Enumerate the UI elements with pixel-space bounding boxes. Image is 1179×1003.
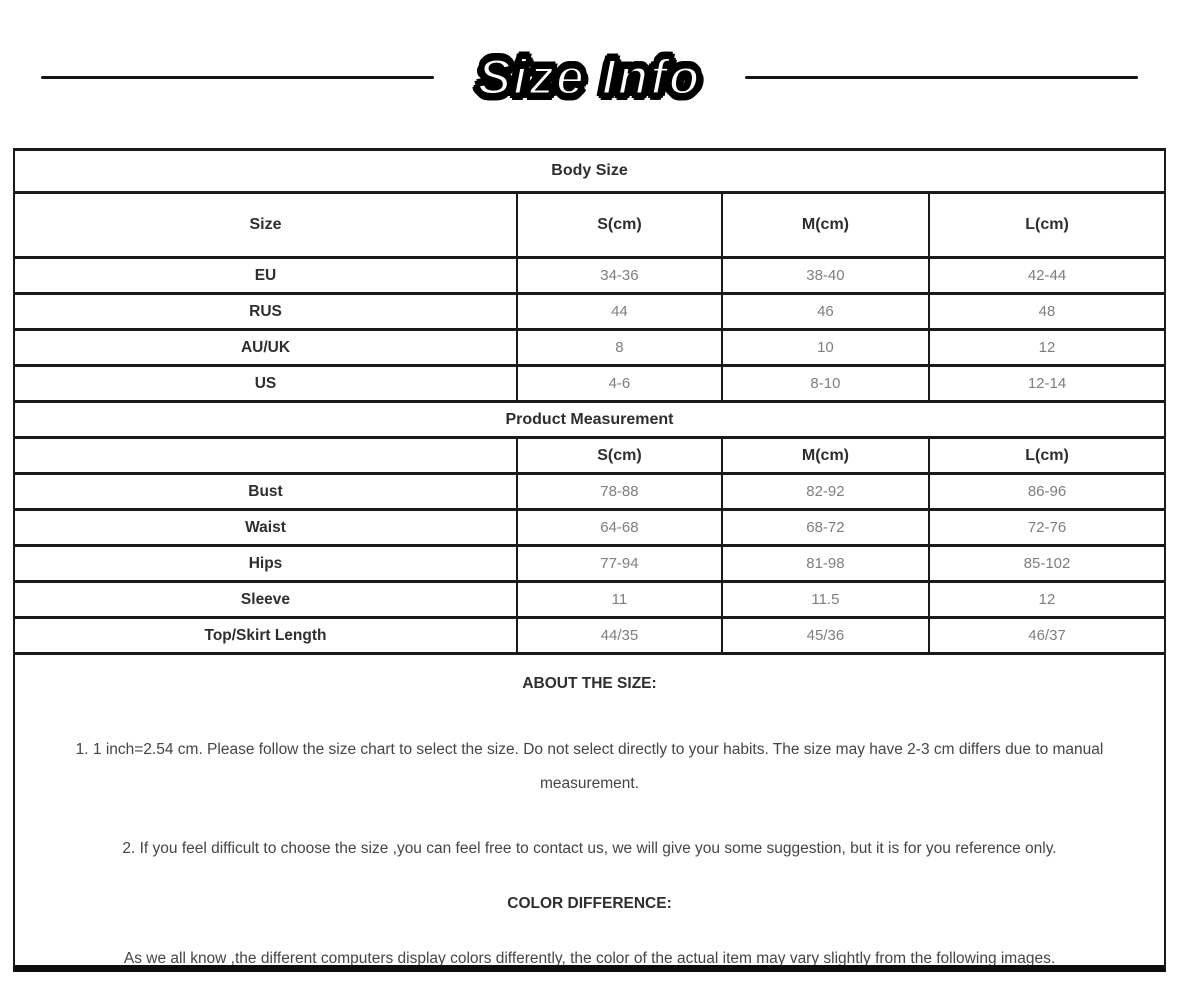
cell-value: 46	[722, 294, 929, 330]
title-rule-left	[41, 76, 434, 79]
row-label: US	[14, 366, 517, 402]
body-size-section-title: Body Size	[14, 150, 1165, 193]
color-difference-heading: COLOR DIFFERENCE:	[507, 895, 672, 912]
column-header-l: L(cm)	[929, 193, 1165, 258]
column-header-size: Size	[14, 193, 517, 258]
page-title: Size Info	[477, 49, 702, 105]
cell-value: 77-94	[517, 546, 722, 582]
cell-value: 72-76	[929, 510, 1165, 546]
column-header-s: S(cm)	[517, 438, 722, 474]
cell-value: 4-6	[517, 366, 722, 402]
column-header-s: S(cm)	[517, 193, 722, 258]
product-measurement-column-header-row	[14, 438, 1165, 474]
cell-value: 11	[517, 582, 722, 618]
table-row-hips	[14, 546, 1165, 582]
row-label: AU/UK	[14, 330, 517, 366]
cell-value: 12	[929, 330, 1165, 366]
cell-value: 46/37	[929, 618, 1165, 654]
cell-value: 44/35	[517, 618, 722, 654]
row-label: Top/Skirt Length	[14, 618, 517, 654]
row-label: Sleeve	[14, 582, 517, 618]
cell-value: 38-40	[722, 258, 929, 294]
cell-value: 11.5	[722, 582, 929, 618]
body-size-column-header-row	[14, 193, 1165, 258]
cell-value: 44	[517, 294, 722, 330]
body-size-section-header-row	[14, 150, 1165, 193]
cell-value: 8	[517, 330, 722, 366]
table-row-eu	[14, 258, 1165, 294]
table-row-top-skirt-length	[14, 618, 1165, 654]
column-header-blank	[14, 438, 517, 474]
row-label: Waist	[14, 510, 517, 546]
cell-value: 85-102	[929, 546, 1165, 582]
table-row-sleeve	[14, 582, 1165, 618]
title-band	[0, 0, 1179, 148]
cell-value: 81-98	[722, 546, 929, 582]
size-table	[13, 148, 1166, 655]
size-note-1: 1. 1 inch=2.54 cm. Please follow the size chart to select the size. Do not select directly to your habits. The size may have 2-3 cm differs due to manual measurement.	[75, 741, 1104, 792]
row-label: Bust	[14, 474, 517, 510]
table-row-auuk	[14, 330, 1165, 366]
title-rule-right	[745, 76, 1138, 79]
cell-value: 82-92	[722, 474, 929, 510]
cell-value: 78-88	[517, 474, 722, 510]
column-header-l: L(cm)	[929, 438, 1165, 474]
cell-value: 10	[722, 330, 929, 366]
product-measurement-section-header-row	[14, 402, 1165, 438]
cell-value: 34-36	[517, 258, 722, 294]
cell-value: 42-44	[929, 258, 1165, 294]
cell-value: 45/36	[722, 618, 929, 654]
about-size-heading: ABOUT THE SIZE:	[522, 675, 657, 692]
table-row-waist	[14, 510, 1165, 546]
cell-value: 86-96	[929, 474, 1165, 510]
cell-value: 64-68	[517, 510, 722, 546]
cell-value: 8-10	[722, 366, 929, 402]
product-measurement-section-title: Product Measurement	[14, 402, 1165, 438]
column-header-m: M(cm)	[722, 438, 929, 474]
cell-value: 48	[929, 294, 1165, 330]
table-row-rus	[14, 294, 1165, 330]
cell-value: 12	[929, 582, 1165, 618]
row-label: RUS	[14, 294, 517, 330]
notes-box	[13, 655, 1166, 972]
table-row-us	[14, 366, 1165, 402]
cell-value: 68-72	[722, 510, 929, 546]
cell-value: 12-14	[929, 366, 1165, 402]
size-note-2: 2. If you feel difficult to choose the size ,you can feel free to contact us, we will give you some suggestion, but it is for you reference only.	[122, 840, 1057, 857]
row-label: EU	[14, 258, 517, 294]
table-row-bust	[14, 474, 1165, 510]
column-header-m: M(cm)	[722, 193, 929, 258]
color-difference-note: As we all know ,the different computers display colors differently, the color of the actual item may vary slightly from the following images.	[123, 950, 1056, 967]
row-label: Hips	[14, 546, 517, 582]
size-chart	[13, 148, 1166, 655]
